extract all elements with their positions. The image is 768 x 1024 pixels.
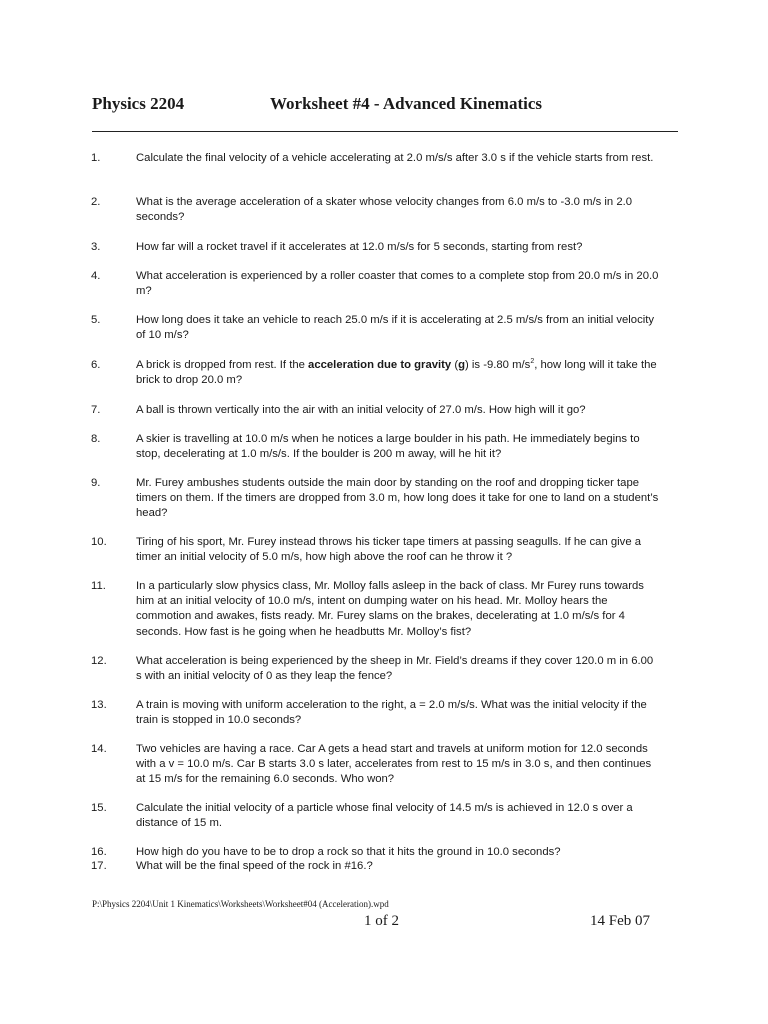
file-path: P:\Physics 2204\Unit 1 Kinematics\Worksheets\Worksheet#04 (Acceleration).wpd [92,899,389,909]
question-text: How high do you have to be to drop a rock so that it hits the ground in 10.0 seconds? [136,846,561,858]
question-number: 11. [91,580,106,592]
question-text-part: ( [451,359,459,371]
question-text: How far will a rocket travel if it accelerates at 12.0 m/s/s for 5 seconds, starting from rest? [136,241,583,253]
question-text: How long does it take an vehicle to reach 25.0 m/s if it is accelerating at 2.5 m/s/s from an initial velocity of 10 m/s? [136,314,655,342]
question-text-part: A brick is dropped from rest. If the [136,359,309,371]
question-text: What is the average acceleration of a skater whose velocity changes from 6.0 m/s to -3.0 m/s in 2.0 seconds? [136,196,633,224]
question-text: What will be the final speed of the rock in #16.? [136,860,373,872]
question-number: 8. [91,433,101,445]
question-number: 14. [91,743,107,755]
question-text-part: , how long will it take the brick to drop 20.0 m? [136,359,657,387]
course-name: Physics 2204 [92,94,185,113]
question-number: 4. [91,270,101,282]
question-text-part: ) is -9.80 m/s [465,359,531,371]
question-text [136,358,661,388]
question-text: What acceleration is experienced by a roller coaster that comes to a complete stop from 20.0 m/s in 20.0 m? [136,270,659,298]
question-text: A train is moving with uniform acceleration to the right, a = 2.0 m/s/s. What was the initial velocity if the train is stopped in 10.0 seconds? [136,699,647,727]
question-number: 7. [91,404,101,416]
question-number: 5. [91,314,101,326]
question-number: 15. [91,802,107,814]
question-text: Calculate the initial velocity of a particle whose final velocity of 14.5 m/s is achieved in 12.0 s over a distance of 15 m. [136,802,633,830]
question-text: In a particularly slow physics class, Mr. Molloy falls asleep in the back of class. Mr Furey runs towards him at an initial velocity of 10.0 m/s, intent on dumping water on his head. Mr. Molloy hears the commotion and awakes, fists ready. Mr. Furey slams on the brakes, decelerating at 1.0 m/s/s for 4 seconds. How fast is he going when he headbutts Mr. Molloy’s fist? [136,580,644,638]
question-number: 1. [91,152,101,164]
question-number: 13. [91,699,107,711]
question-text: A skier is travelling at 10.0 m/s when he notices a large boulder in his path. He immediately begins to stop, decelerating at 1.0 m/s/s. If the boulder is 200 m away, will he hit it? [136,433,640,461]
header-divider [92,131,678,132]
gravity-symbol: g [458,359,466,371]
question-number: 9. [91,477,101,489]
question-number: 10. [91,536,107,548]
gravity-term: acceleration due to gravity [308,359,452,371]
question-text: Calculate the final velocity of a vehicle accelerating at 2.0 m/s/s after 3.0 s if the vehicle starts from rest. [136,152,654,164]
worksheet-title: Worksheet #4 - Advanced Kinematics [270,94,542,113]
question-number: 6. [91,359,101,371]
question-number: 17. [91,860,107,872]
question-number: 3. [91,241,101,253]
question-text: Mr. Furey ambushes students outside the main door by standing on the roof and dropping ticker tape timers on them. If the timers are dropped from 3.0 m, how long does it take for one to land on a student’s head? [136,477,659,520]
question-text: A ball is thrown vertically into the air with an initial velocity of 27.0 m/s. How high will it go? [136,404,586,416]
question-number: 16. [91,846,107,858]
question-number: 12. [91,655,107,667]
exponent: 2 [530,358,535,366]
document-date: 14 Feb 07 [590,913,650,929]
question-text: Tiring of his sport, Mr. Furey instead throws his ticker tape timers at passing seagulls. If he can give a timer an initial velocity of 5.0 m/s, how high above the roof can he throw it ? [136,536,642,564]
page-number: 1 of 2 [364,913,399,929]
question-text: What acceleration is being experienced by the sheep in Mr. Field’s dreams if they cover 120.0 m in 6.00 s with an initial velocity of 0 as they leap the fence? [136,655,654,683]
question-text: Two vehicles are having a race. Car A gets a head start and travels at uniform motion for 12.0 seconds with a v = 10.0 m/s. Car B starts 3.0 s later, accelerates from rest to 15 m/s in 3.0 s, and then continues at 15 m/s for the remaining 6.0 seconds. Who won? [136,743,652,786]
question-number: 2. [91,196,101,208]
